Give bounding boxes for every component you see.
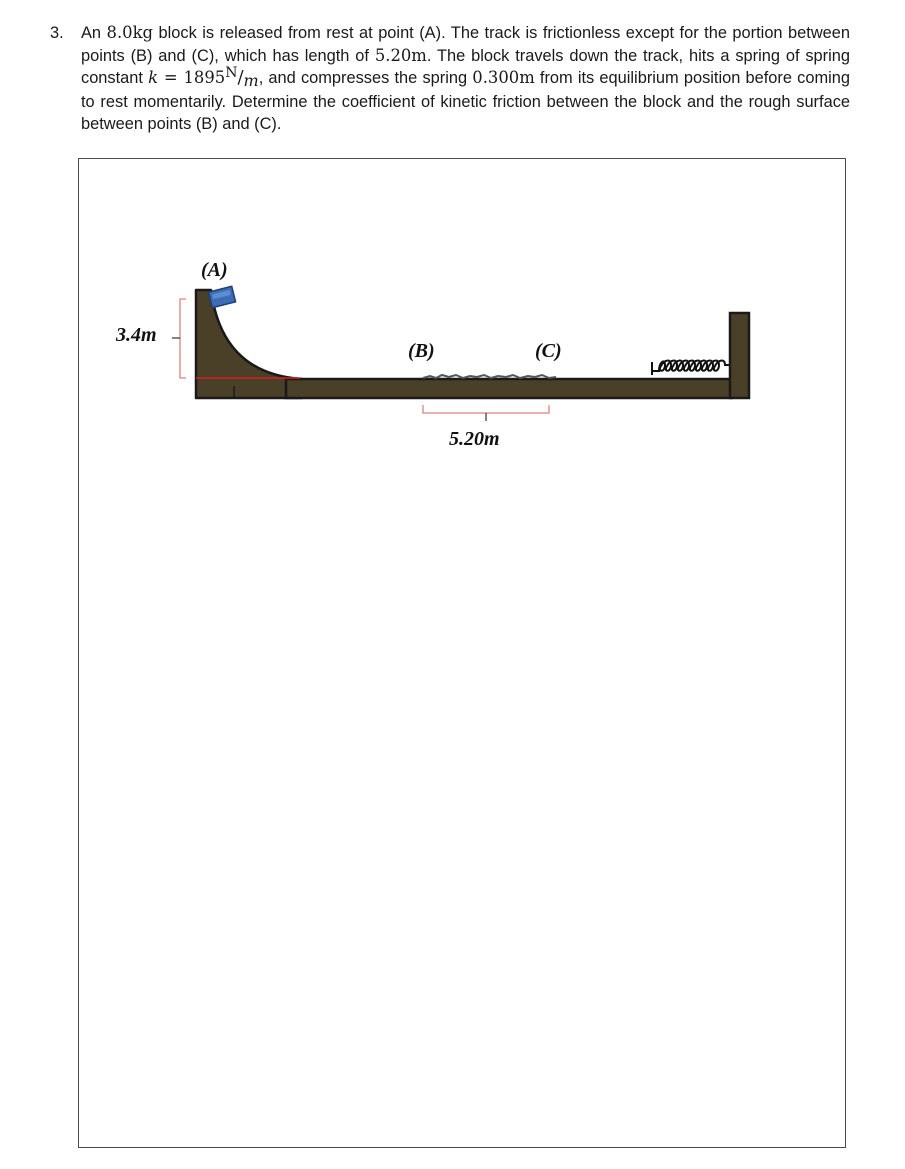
spring	[652, 361, 730, 371]
horizontal-track	[286, 379, 732, 398]
unit-denominator: m	[243, 71, 259, 90]
text-segment: from its equilibrium position before coming to rest momentarily. Determine the coefficient of kinetic friction between the block and the rough surface between points (B) and (C).	[81, 69, 851, 133]
question-number: 3.	[50, 24, 64, 42]
text-segment: An	[81, 24, 107, 42]
compression-value: 0.300m	[472, 68, 535, 87]
equals-sign: =	[158, 68, 184, 87]
unit-slash: /	[237, 67, 244, 88]
block	[208, 286, 235, 307]
unit-numerator: N	[225, 65, 238, 81]
text-segment: . The block travels down the track, hits a spring of spring constant	[81, 46, 851, 87]
length-label: 5.20m	[449, 428, 500, 450]
length-bracket	[423, 405, 549, 413]
mass-value: 8.0kg	[106, 23, 154, 42]
rough-surface	[423, 375, 556, 378]
length-value: 5.20m	[374, 45, 427, 65]
height-bracket	[180, 299, 186, 378]
label-point-c: (C)	[535, 340, 562, 362]
k-symbol: k	[148, 68, 159, 87]
text-segment: block is released from rest at point (A). The track is frictionless except for the portion between points (B) and (C), which has length of	[81, 24, 851, 65]
end-wall	[730, 313, 749, 398]
label-point-b: (B)	[408, 340, 435, 362]
height-label: 3.4m	[116, 324, 157, 346]
text-segment: , and compresses the spring	[258, 69, 473, 87]
label-point-a: (A)	[201, 259, 228, 281]
k-value: 1895	[183, 68, 226, 87]
